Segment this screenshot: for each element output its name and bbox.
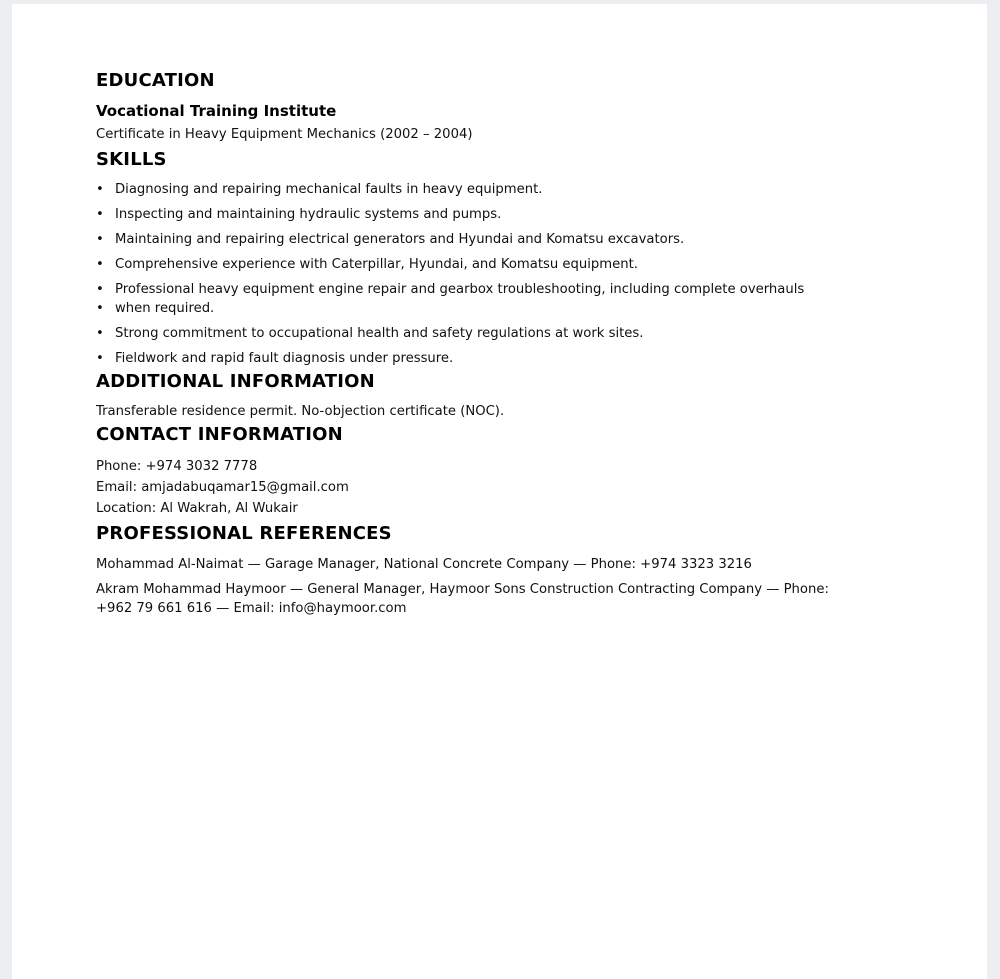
skill-item: • Maintaining and repairing electrical generators and Hyundai and Komatsu excavators. <box>96 230 856 249</box>
skills-list <box>96 180 856 368</box>
institution-name: Vocational Training Institute <box>96 102 337 120</box>
skill-item: • when required. <box>96 299 856 318</box>
resume-content <box>96 70 856 618</box>
contact-heading: CONTACT INFORMATION <box>96 424 343 445</box>
skills-section <box>96 149 856 368</box>
reference-item-continued: +962 79 661 616 — Email: info@haymoor.com <box>96 601 407 616</box>
skill-item: • Fieldwork and rapid fault diagnosis under pressure. <box>96 349 856 368</box>
education-heading: EDUCATION <box>96 70 215 91</box>
contact-section <box>96 424 856 518</box>
document-page <box>12 4 987 979</box>
education-section <box>96 70 856 144</box>
contact-location: Location: Al Wakrah, Al Wukair <box>96 501 298 516</box>
additional-info-text: Transferable residence permit. No-objection certificate (NOC). <box>96 404 505 419</box>
skill-item: • Strong commitment to occupational health and safety regulations at work sites. <box>96 324 856 343</box>
skill-item: • Professional heavy equipment engine repair and gearbox troubleshooting, including complete overhauls <box>96 280 856 299</box>
skill-item: • Inspecting and maintaining hydraulic systems and pumps. <box>96 205 856 224</box>
contact-phone: Phone: +974 3032 7778 <box>96 459 258 474</box>
references-section <box>96 523 856 618</box>
certificate-text: Certificate in Heavy Equipment Mechanics (2002 – 2004) <box>96 127 473 142</box>
reference-item: Mohammad Al-Naimat — Garage Manager, National Concrete Company — Phone: +974 3323 3216 <box>96 557 752 572</box>
reference-item: Akram Mohammad Haymoor — General Manager, Haymoor Sons Construction Contracting Company — Phone: <box>96 582 829 597</box>
skills-heading: SKILLS <box>96 149 167 170</box>
skill-item: • Comprehensive experience with Caterpillar, Hyundai, and Komatsu equipment. <box>96 255 856 274</box>
references-heading: PROFESSIONAL REFERENCES <box>96 523 392 544</box>
skill-item: • Diagnosing and repairing mechanical faults in heavy equipment. <box>96 180 856 199</box>
additional-info-heading: ADDITIONAL INFORMATION <box>96 371 375 392</box>
additional-info-section <box>96 371 856 421</box>
contact-email: Email: amjadabuqamar15@gmail.com <box>96 480 349 495</box>
